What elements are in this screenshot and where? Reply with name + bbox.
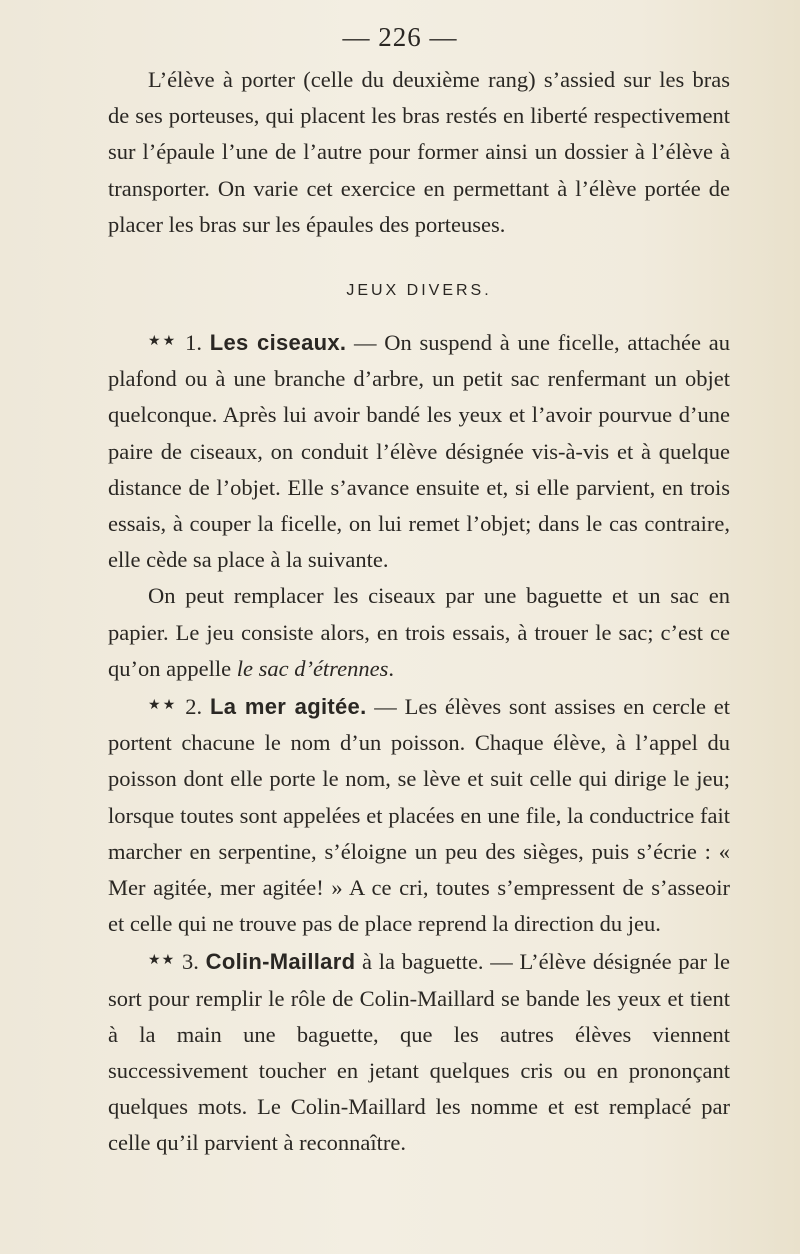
game-3-text: à la baguette. — L’élève désignée par le sort pour remplir le rôle de Colin-Maillard se bande les yeux et tient à la main une baguette, que les autres élèves viennent successivement toucher en jetant quelques cris ou en prononçant quelques mots. Le Colin-Maillard les nomme et est remplacé par celle qu’il parvient à reconnaître. [108, 949, 731, 1156]
game-1-stars: ★★ [148, 333, 178, 350]
game-1-variant-italic: le sac d’étrennes [236, 655, 389, 681]
game-2-paragraph [108, 687, 730, 942]
game-1-variant-end: . [388, 655, 394, 681]
game-1-text: — On suspend à une ficelle, attachée au plafond ou à une branche d’arbre, un petit sac renfermant un objet quelconque. Après lui avoir bandé les yeux et l’avoir pourvue d’une paire de ciseaux, on conduit l’élève désignée vis-à-vis et à quelque distance de l’objet. Elle s’avance ensuite et, si elle parvient, en trois essais, à couper la ficelle, on lui remet l’objet; dans le cas contraire, elle cède sa place à la suivante. [108, 330, 730, 573]
game-2-stars: ★★ [148, 697, 178, 714]
page-body [108, 62, 730, 1162]
game-1-paragraph [108, 323, 730, 578]
game-3-paragraph [108, 942, 730, 1161]
game-3-stars: ★★ [148, 952, 176, 969]
game-1-title: Les ciseaux. [209, 330, 347, 356]
game-1-variant-paragraph [108, 578, 730, 687]
game-1-number: 1. [185, 330, 202, 356]
page-number: — 226 — [342, 22, 458, 52]
game-2-title: La mer agitée. [209, 694, 367, 720]
game-2-text: — Les élèves sont assises en cercle et portent chacune le nom d’un poisson. Chaque élève, à l’appel du poisson dont elle porte le nom, se lève et suit celle qui dirige le jeu; lorsque toutes sont appelées et placées en une file, la conductrice fait marcher en serpentine, s’éloigne un peu des sièges, puis s’écrie : « Mer agitée, mer agitée! » A ce cri, toutes s’empressent de s’asseoir et celle qui ne trouve pas de place reprend la direction du jeu. [108, 694, 731, 937]
game-3-title: Colin-Maillard [205, 949, 356, 975]
section-heading: JEUX DIVERS. [346, 282, 492, 300]
game-2-number: 2. [185, 694, 203, 720]
game-3-number: 3. [182, 949, 199, 975]
intro-paragraph: L’élève à porter (celle du deuxième rang) s’assied sur les bras de ses porteuses, qui placent les bras restés en liberté respectivement sur l’épaule l’une de l’autre pour former ainsi un dossier à l’élève à transporter. On varie cet exercice en permettant à l’élève portée de placer les bras sur les épaules des porteuses. [108, 67, 730, 237]
game-1-variant-text: On peut remplacer les ciseaux par une baguette et un sac en papier. Le jeu consiste alors, en trois essais, à trouer le sac; c’est ce qu’on appelle [108, 583, 730, 681]
